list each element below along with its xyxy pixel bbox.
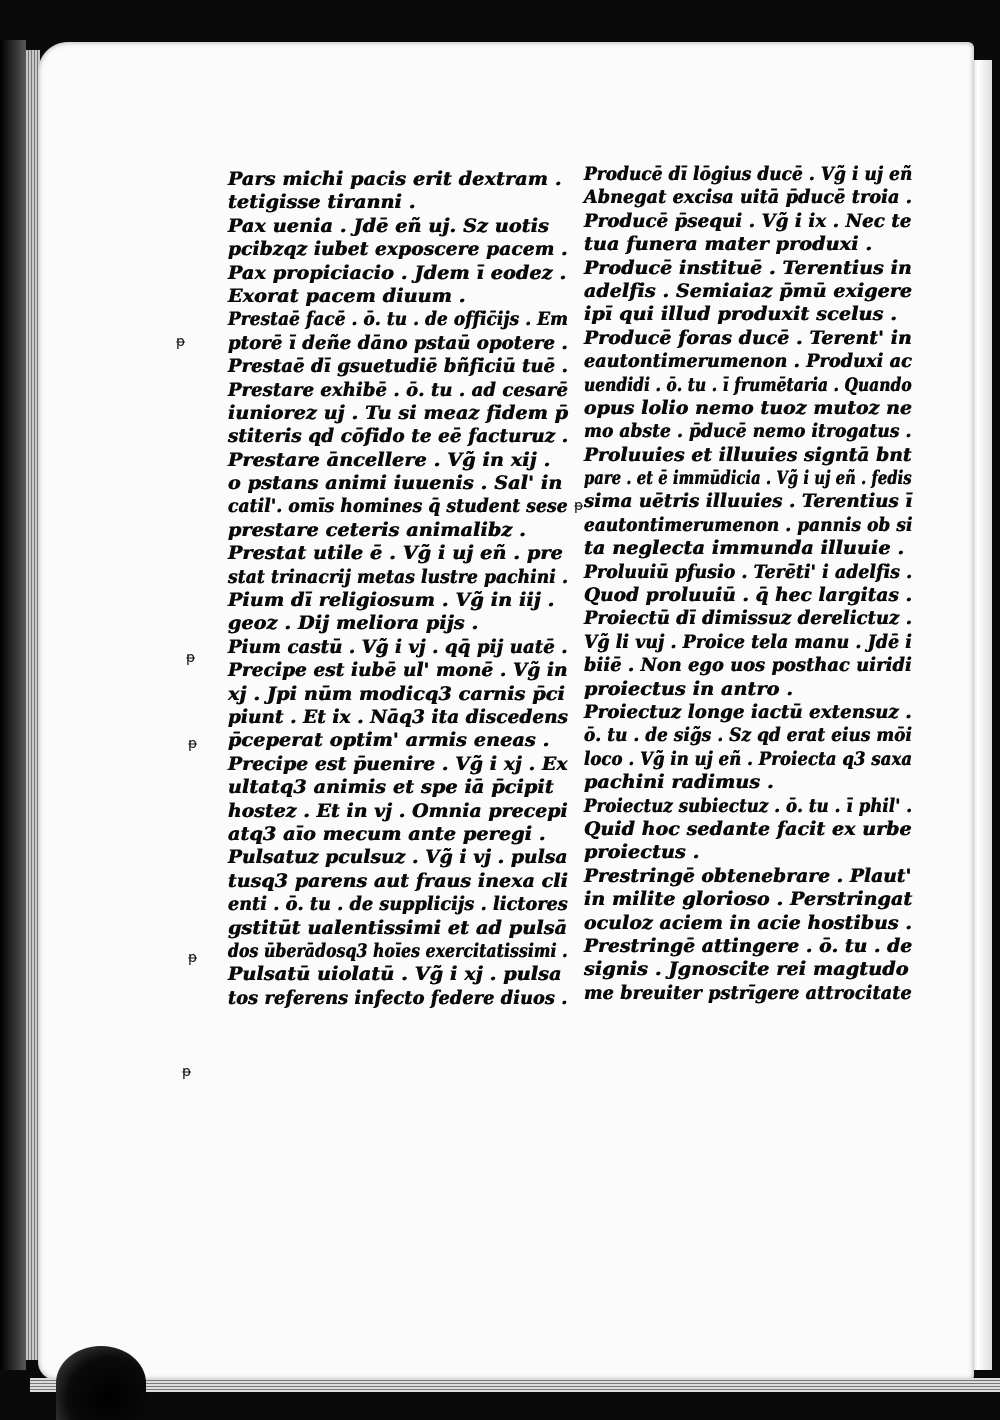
margin-mark: ᵽ	[188, 736, 198, 752]
manuscript-line: Prestare āncellere . Vg̃ in xij .	[228, 448, 551, 471]
manuscript-line: Prestaē dī ɡsuetudiē bñficiū tuē .	[228, 355, 569, 378]
manuscript-line: ultatq3 animis et spe iā p̄cipit	[228, 776, 554, 799]
manuscript-line: pare . et ē immūdicia . Vg̃ i uj eñ . fedis	[584, 467, 912, 490]
manuscript-line: iuniorez uj . Tu si meaz fidem p̄	[228, 401, 569, 424]
margin-mark: ᵽ	[176, 334, 186, 350]
manuscript-line: ipī qui illud produxit scelus .	[584, 303, 898, 326]
manuscript-line: Precipe est iubē ul' monē . Vg̃ in	[228, 659, 568, 682]
manuscript-line: Prestaē facē . ō. tu . de offic̄ijs . Em	[228, 308, 569, 331]
margin-mark: ᵽ	[182, 1064, 192, 1080]
manuscript-line: Pax propiciacio . Jdem ī eodez .	[228, 261, 567, 284]
manuscript-line: o pstans animi iuuenis . Sal' in	[228, 472, 563, 495]
manuscript-line: signis . Jgnoscite rei magtudo	[584, 958, 909, 981]
manuscript-line: Pium dī religiosum . Vg̃ in iij .	[228, 589, 555, 612]
manuscript-line: enti . ō. tu . de supplicijs . lictores	[228, 893, 568, 916]
manuscript-line: Producē instituē . Terentius in	[584, 256, 912, 279]
margin-mark: ᵽ	[188, 950, 198, 966]
manuscript-line: pachini radimus .	[584, 771, 774, 794]
manuscript-line: Proiectuz longe iactū extensuz .	[584, 700, 912, 723]
manuscript-line: Proluuies et illuuies signtā bnt	[584, 443, 912, 466]
manuscript-line: tusq3 parens aut fraus inexa cli	[228, 869, 569, 892]
manuscript-line: tetigisse tiranni .	[228, 191, 416, 214]
manuscript-line: eautontimerumenon . pannis ob si	[584, 513, 913, 536]
manuscript-line: geoz . Dij meliora pijs .	[228, 612, 479, 635]
manuscript-line: catil'. omīs homines q̄ student sese	[228, 495, 568, 518]
manuscript-line: Precipe est p̄uenire . Vg̃ i xj . Ex	[228, 752, 568, 775]
manuscript-line: dos ūberādosq3 hoīes exercitatissimi .	[228, 939, 568, 962]
manuscript-line: Exorat pacem diuum .	[228, 284, 466, 307]
manuscript-line: prestare ceteris animalibz .	[228, 518, 527, 541]
manuscript-line: ta neglecta immunda illuuie .	[584, 537, 905, 560]
manuscript-line: Vg̃ li vuj . Proice tela manu . Jdē i	[584, 630, 912, 653]
manuscript-line: Producē foras ducē . Terent' in	[584, 326, 912, 349]
manuscript-line: pcibzqz iubet exposcere pacem .	[228, 238, 568, 261]
manuscript-line: Pars michi pacis erit dextram .	[228, 168, 562, 190]
manuscript-line: Prestringē attingere . ō. tu . de	[584, 934, 913, 957]
manuscript-line: piunt . Et ix . Nāq3 ita discedens	[228, 705, 569, 728]
manuscript-line: me breuiter pstrīgere attrocitate	[584, 981, 912, 1004]
manuscript-line: Prestat utile ē . Vg̃ i uj eñ . pre	[228, 542, 563, 565]
manuscript-line: ptorē ī deñe dāno pstaū opotere .	[228, 331, 568, 354]
manuscript-line: atq3 aīo mecum ante peregi .	[228, 822, 546, 845]
manuscript-line: stiteris qd cōfido te eē facturuz .	[228, 425, 569, 448]
margin-mark: ᵽ	[186, 650, 196, 666]
manuscript-line: sima uētris illuuies . Terentius ī	[584, 490, 913, 513]
right-text-column	[584, 163, 912, 1005]
manuscript-line: proiectus .	[584, 841, 700, 864]
manuscript-line: Pax uenia . Jdē eñ uj. Sz uotis	[228, 214, 550, 237]
manuscript-line: Producē dī lōgius ducē . Vg̃ i uj eñ	[584, 163, 913, 185]
manuscript-line: opus lolio nemo tuoz mutoz ne	[584, 396, 913, 419]
manuscript-line: stat trinacrij metas lustre pachini .	[228, 565, 569, 588]
manuscript-line: Proiectuz subiectuz . ō. tu . ī phil' .	[584, 794, 913, 817]
manuscript-line: Prestringē obtenebrare . Plaut'	[584, 864, 912, 887]
manuscript-line: loco . Vg̃ in uj eñ . Proiecta q3 saxa	[584, 747, 913, 770]
manuscript-line: ō. tu . de sig̃s . Sz qd erat eius mōi	[584, 724, 913, 747]
left-text-column	[228, 168, 568, 1010]
page-edges-bottom	[30, 1378, 1000, 1392]
manuscript-line: adelfis . Semiaiaz p̄mū exigere	[584, 279, 913, 302]
thumb-shadow	[56, 1346, 146, 1420]
book-gutter	[0, 40, 26, 1370]
manuscript-line: in milite glorioso . Perstringat	[584, 888, 913, 911]
manuscript-line: Pulsatū uiolatū . Vg̃ i xj . pulsa	[228, 963, 562, 986]
manuscript-line: ɡstitūt ualentissimi et ad pulsā	[228, 916, 568, 939]
manuscript-line: Quod proluuiū . q̄ hec largitas .	[584, 584, 913, 607]
manuscript-line: Pulsatuz pculsuz . Vg̃ i vj . pulsa	[228, 846, 568, 869]
manuscript-line: proiectus in antro .	[584, 677, 794, 700]
manuscript-line: uendidi . ō. tu . ī frumētaria . Quando	[584, 373, 912, 396]
manuscript-line: tos referens infecto federe diuos .	[228, 986, 568, 1009]
margin-mark: ᵽ	[574, 498, 584, 514]
manuscript-line: mo abste . p̄ducē nemo itrogatus .	[584, 420, 912, 443]
manuscript-line: biiē . Non ego uos posthac uiridi	[584, 654, 912, 677]
manuscript-line: tua funera mater produxi .	[584, 233, 873, 256]
manuscript-line: xj . Jpi nūm modicq3 carnis p̄ci	[228, 682, 565, 705]
manuscript-line: Prestare exhibē . ō. tu . ad cesarē	[228, 378, 569, 401]
manuscript-line: eautontimerumenon . Produxi ac	[584, 350, 913, 373]
manuscript-line: hostez . Et in vj . Omnia precepi	[228, 799, 568, 822]
manuscript-line: Proiectū dī dimissuz derelictuz .	[584, 607, 913, 630]
manuscript-line: Abnegat excisa uitā p̄ducē troia .	[584, 186, 913, 209]
manuscript-line: Quid hoc sedante facit ex urbe	[584, 817, 912, 840]
manuscript-line: p̄ceperat optim' armis eneas .	[228, 729, 550, 752]
manuscript-line: Pium castū . Vg̃ i vj . qq̄ pij uatē .	[228, 635, 568, 658]
manuscript-line: Proluuiū pfusio . Terēti' i adelfis .	[584, 560, 913, 583]
manuscript-line: oculoz aciem in acie hostibus .	[584, 911, 913, 934]
manuscript-line: Producē p̄sequi . Vg̃ i ix . Nec te	[584, 209, 912, 232]
